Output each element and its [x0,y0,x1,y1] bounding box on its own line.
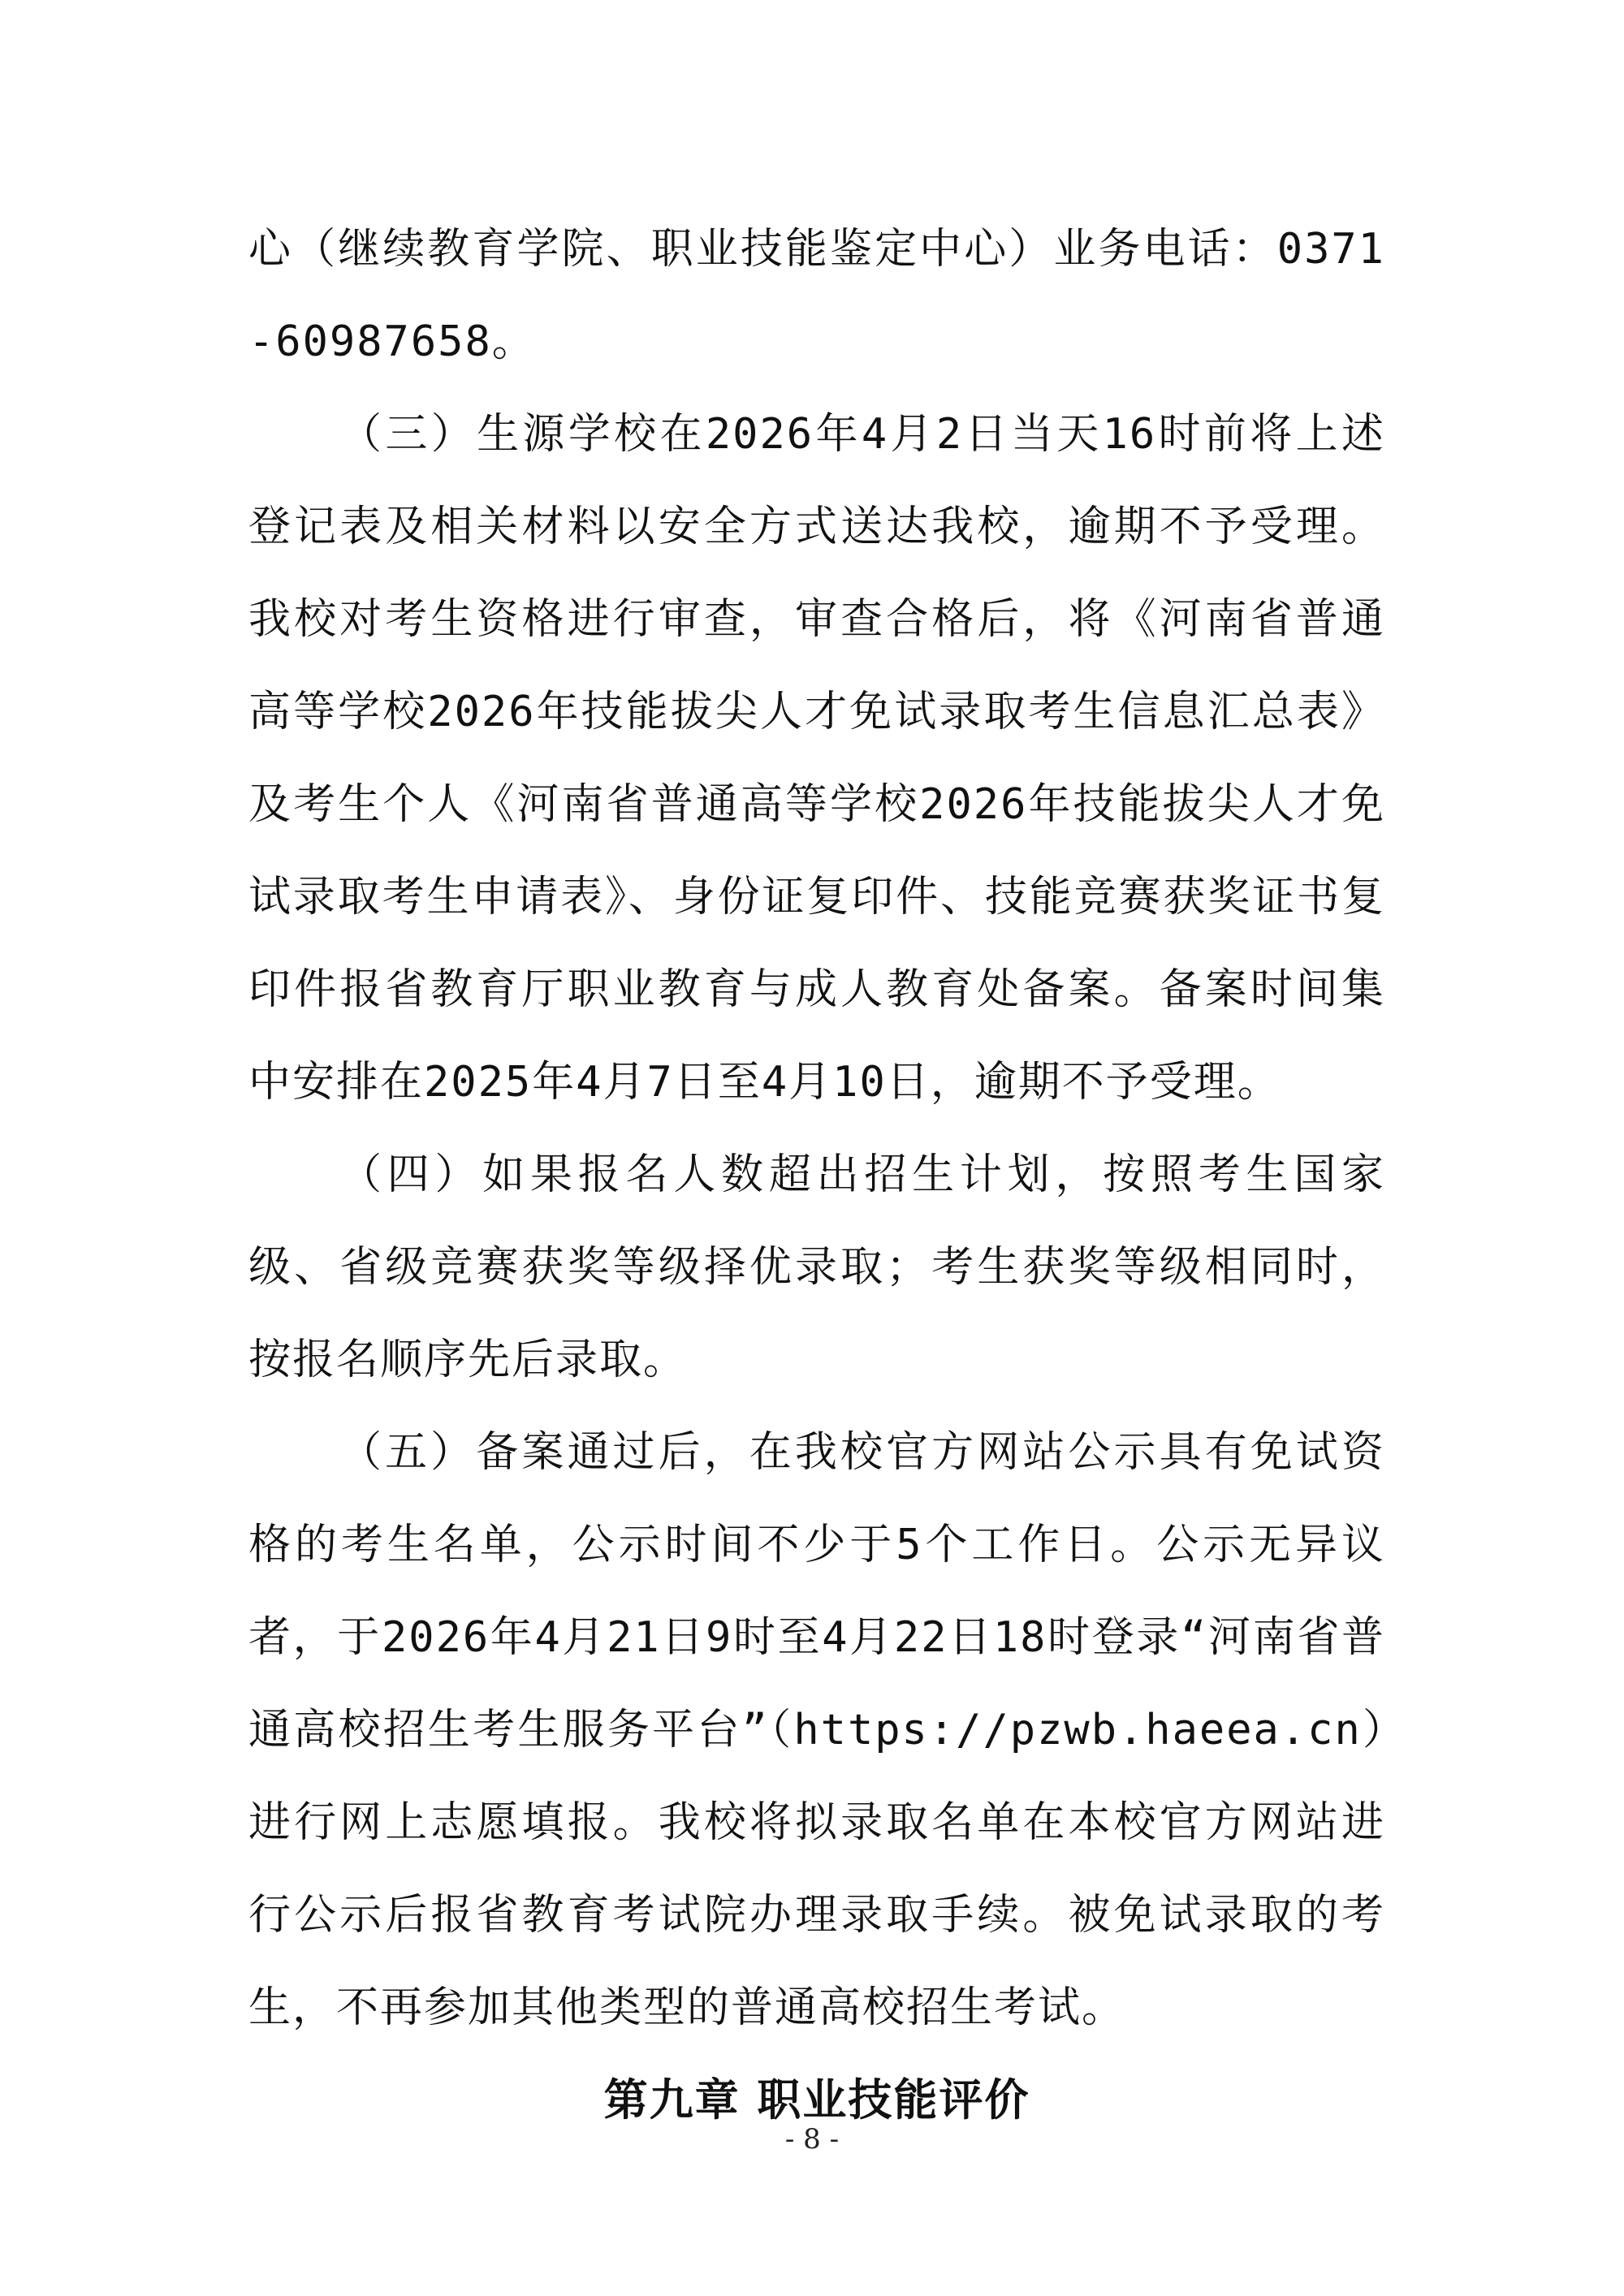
paragraph-section-three: （三）生源学校在2026年4月2日当天16时前将上述登记表及相关材料以安全方式送达我校，逾期不予受理。我校对考生资格进行审查，审查合格后，将《河南省普通高等学校2026年技能拔尖人才免试录取考生信息汇总表》及考生个人《河南省普通高等学校2026年技能拔尖人才免试录取考生申请表》、身份证复印件、技能竞赛获奖证书复印件报省教育厅职业教育与成人教育处备案。备案时间集中安排在2025年4月7日至4月10日，逾期不予受理。 [248,410,1385,1107]
chapter-heading: 第九章 职业技能评价 [603,2074,1030,2126]
page-number: - 8 - [784,2123,840,2156]
document-body [248,203,1385,2147]
paragraph-section-five: （五）备案通过后，在我校官方网站公示具有免试资格的考生名单，公示时间不少于5个工作日。公示无异议者，于2026年4月21日9时至4月22日18时登录“河南省普通高校招生考生服务平台”（https://pzwb.haeea.cn）进行网上志愿填报。我校将拟录取名单在本校官方网站进行公示后报省教育考试院办理录取手续。被免试录取的考生，不再参加其他类型的普通高校招生考试。 [248,1428,1385,2032]
paragraph-contact-phone: 心（继续教育学院、职业技能鉴定中心）业务电话：0371-60987658。 [248,225,1385,366]
paragraph-section-four: （四）如果报名人数超出招生计划，按照考生国家级、省级竞赛获奖等级择优录取；考生获奖等级相同时，按报名顺序先后录取。 [248,1150,1385,1384]
